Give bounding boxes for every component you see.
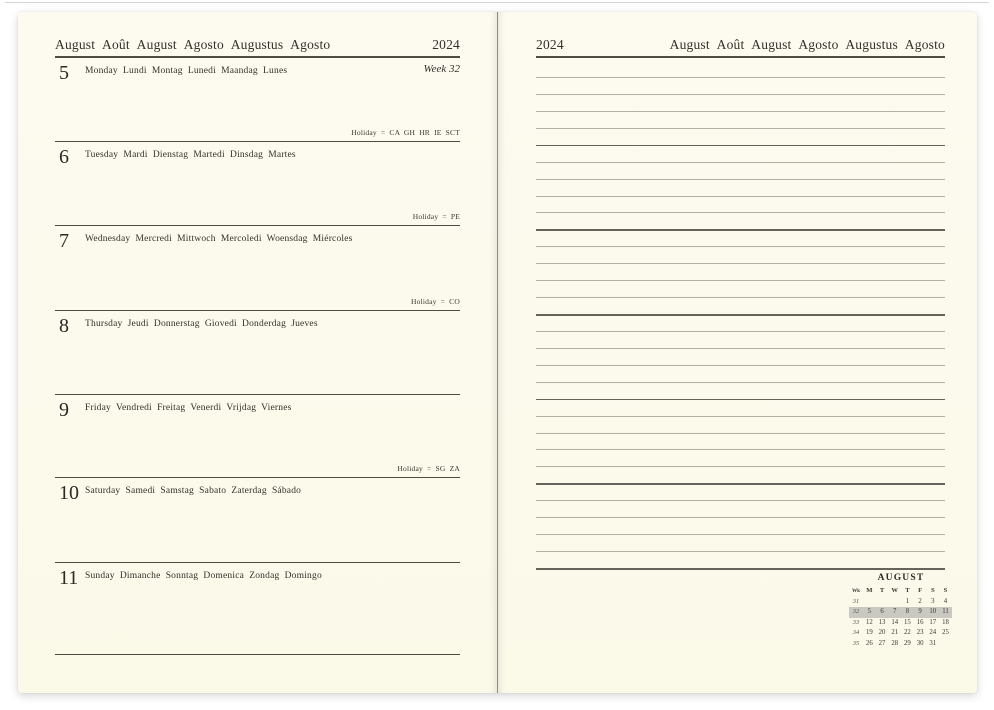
mini-calendar	[849, 573, 953, 650]
calendar-day: 2	[918, 597, 922, 605]
holiday-note: Holiday = CA GH HR IE SCT	[351, 127, 460, 137]
calendar-day: 6	[876, 607, 889, 618]
calendar-day: 22	[904, 629, 911, 637]
holiday-note: Holiday = SG ZA	[397, 463, 460, 473]
calendar-day: 13	[878, 618, 886, 626]
holiday-note: Holiday = CO	[411, 296, 460, 306]
calendar-day: 19	[865, 629, 873, 637]
ruled-line	[536, 128, 945, 129]
month-title: August Août August Agosto Augustus Agosto	[669, 37, 945, 52]
calendar-day: 8	[901, 607, 914, 618]
ruled-line	[536, 145, 945, 147]
calendar-day: 31	[929, 639, 937, 647]
calendar-day: 16	[916, 618, 924, 626]
day-names-label: Thursday Jeudi Donnerstag Giovedi Donderdag Jueves	[85, 318, 318, 329]
ruled-line	[536, 280, 945, 281]
ruled-line	[536, 365, 945, 366]
calendar-col-header: Wk	[851, 588, 861, 594]
mini-calendar-grid	[849, 586, 953, 650]
ruled-line	[536, 568, 945, 570]
calendar-week-number: 34	[852, 629, 860, 637]
calendar-day: 14	[891, 618, 899, 626]
ruled-line	[536, 348, 945, 349]
ruled-line	[536, 466, 945, 467]
calendar-day: 1	[905, 597, 910, 605]
calendar-col-header: W	[891, 587, 899, 594]
day-block	[55, 58, 460, 142]
calendar-day	[888, 597, 901, 608]
day-block	[55, 395, 460, 478]
calendar-day: 28	[891, 639, 899, 647]
week-page	[18, 12, 498, 693]
ruled-line	[536, 314, 945, 316]
day-number: 8	[59, 314, 69, 337]
month-title: August Août August Agosto Augustus Agosto	[55, 37, 331, 52]
day-number: 11	[59, 566, 79, 589]
calendar-day: 24	[929, 629, 937, 637]
calendar-week-number: 33	[852, 618, 860, 626]
ruled-line	[536, 246, 945, 247]
calendar-day: 23	[916, 629, 924, 637]
ruled-line	[536, 534, 945, 535]
year-label: 2024	[536, 37, 564, 52]
calendar-day: 27	[878, 639, 886, 647]
calendar-day: 11	[939, 607, 952, 618]
calendar-day: 10	[926, 607, 939, 618]
diary-edge-line	[5, 2, 989, 3]
ruled-line	[536, 111, 945, 112]
ruled-line	[536, 162, 945, 163]
day-names-label: Saturday Samedi Samstag Sabato Zaterdag Sábado	[85, 485, 302, 496]
calendar-day: 21	[891, 629, 899, 637]
notes-page	[498, 12, 977, 693]
calendar-day	[863, 597, 876, 608]
calendar-week-number: 35	[852, 639, 860, 647]
left-page-header	[55, 38, 460, 52]
ruled-line	[536, 179, 945, 180]
calendar-week-number: 32	[849, 607, 863, 618]
holiday-note: Holiday = PE	[412, 211, 460, 221]
day-block	[55, 142, 460, 226]
day-number: 7	[59, 229, 69, 252]
year-label: 2024	[432, 37, 460, 52]
calendar-col-header: F	[918, 587, 923, 594]
ruled-line	[536, 297, 945, 298]
day-block	[55, 563, 460, 655]
day-blocks	[55, 58, 460, 655]
ruled-line	[536, 263, 945, 264]
calendar-col-header: T	[905, 587, 910, 594]
day-number: 10	[59, 481, 79, 504]
ruled-line	[536, 77, 945, 78]
day-names-label: Monday Lundi Montag Lunedi Maandag Lunes	[85, 65, 288, 76]
calendar-day: 18	[942, 618, 949, 626]
day-number: 9	[59, 398, 69, 421]
day-names-label: Sunday Dimanche Sonntag Domenica Zondag Domingo	[85, 570, 322, 581]
calendar-day: 12	[865, 618, 873, 626]
ruled-line	[536, 483, 945, 485]
day-names-label: Friday Vendredi Freitag Venerdi Vrijdag Viernes	[85, 402, 292, 413]
calendar-day: 26	[865, 639, 873, 647]
calendar-col-header: S	[930, 587, 935, 594]
day-number: 6	[59, 145, 69, 168]
ruled-line	[536, 517, 945, 518]
ruled-line	[536, 449, 945, 450]
ruled-line	[536, 331, 945, 332]
calendar-day: 29	[904, 639, 911, 647]
calendar-day: 4	[943, 597, 948, 605]
calendar-day: 17	[929, 618, 937, 626]
ruled-line	[536, 196, 945, 197]
calendar-day: 3	[931, 597, 935, 605]
calendar-col-header: S	[943, 587, 948, 594]
day-names-label: Wednesday Mercredi Mittwoch Mercoledi Woensdag Miércoles	[85, 233, 353, 244]
calendar-day: 20	[878, 629, 886, 637]
calendar-day: 9	[914, 607, 927, 618]
calendar-col-header: T	[879, 587, 885, 594]
diary-spread	[18, 12, 977, 693]
calendar-day: 7	[888, 607, 901, 618]
calendar-week-number: 31	[852, 597, 860, 605]
ruled-line	[536, 416, 945, 417]
ruled-line	[536, 382, 945, 383]
ruled-line	[536, 500, 945, 501]
ruled-line	[536, 212, 945, 213]
week-number-label: Week 32	[423, 62, 460, 75]
day-names-label: Tuesday Mardi Dienstag Martedi Dinsdag Martes	[85, 149, 296, 160]
ruled-line	[536, 94, 945, 95]
calendar-day	[876, 597, 889, 608]
day-block	[55, 226, 460, 311]
calendar-day: 5	[863, 607, 876, 618]
calendar-day: 30	[916, 639, 924, 647]
mini-calendar-title: AUGUST	[877, 573, 925, 583]
ruled-line	[536, 433, 945, 434]
calendar-day: 25	[942, 629, 949, 637]
day-block	[55, 311, 460, 395]
calendar-day: 15	[904, 618, 911, 626]
day-number: 5	[59, 61, 69, 84]
ruled-line	[536, 229, 945, 231]
day-block	[55, 478, 460, 563]
ruled-line	[536, 551, 945, 552]
calendar-day	[939, 639, 952, 650]
ruled-line	[536, 399, 945, 401]
calendar-col-header: M	[866, 587, 873, 594]
